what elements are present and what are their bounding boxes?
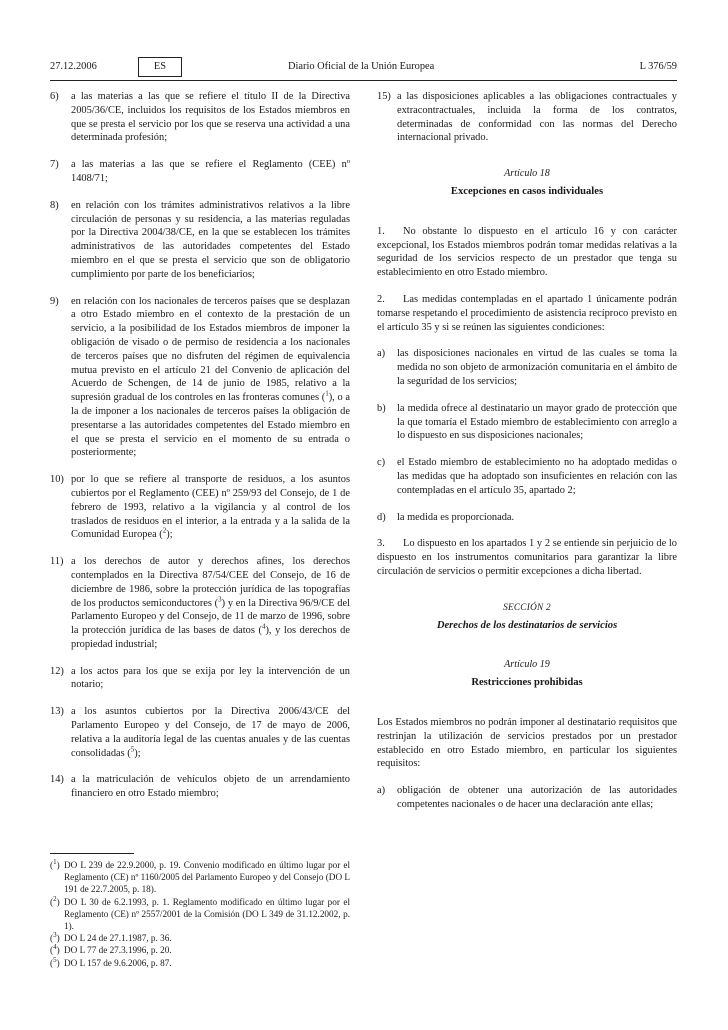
item-text: a las materias a las que se refiere el título II de la Directiva 2005/36/CE, incluidos los requisitos de los Estados miembros en que se presta el servicio por los que se reserva una actividad a una determinada profesión; <box>71 91 350 144</box>
paragraph <box>377 293 677 334</box>
footnote-ref: 3 <box>218 595 222 604</box>
item-number: 14) <box>50 774 64 786</box>
item-text: el Estado miembro de establecimiento no ha adoptado medidas o las medidas que ha adoptado son insuficientes en relación con las contempladas en el artículo 35, apartado 2; <box>397 457 677 496</box>
article-title: Restricciones prohibidas <box>471 677 583 689</box>
item-text: ), o a la de imponer a los nacionales de terceros países la obligación de presentarse a las autoridades competentes del Estado miembro en el que se presta el servicio en el momento de su entrada o posteriormente; <box>71 392 350 459</box>
item-number: b) <box>377 402 386 414</box>
section-title: Derechos de los destinatarios de servicios <box>436 619 618 631</box>
item-text: la medida es proporcionada. <box>397 511 515 523</box>
footnote-ref: 2 <box>162 526 167 535</box>
footnote-text: DO L 157 de 9.6.2006, p. 87. <box>64 957 172 968</box>
journal-title: Diario Oficial de la Unión Europea <box>288 61 435 72</box>
paragraph-number: 3. <box>377 538 385 550</box>
footnote-text: DO L 77 de 27.3.1996, p. 20. <box>64 945 172 956</box>
paragraph-text: Las medidas contempladas en el apartado 1 únicamente podrán tomarse respetando el procedimiento de asistencia recíproco previsto en el artículo 35 y si se reúnen las siguientes condiciones: <box>377 293 677 333</box>
item-number: 11) <box>50 556 64 568</box>
paragraph <box>377 716 677 771</box>
footnote-ref: 4 <box>261 622 266 631</box>
item-number: a) <box>377 785 386 797</box>
footnote <box>50 859 350 896</box>
item-text: a las disposiciones aplicables a las obligaciones contractuales y extracontractuales, incluida la forma de los contratos, determinadas de conformidad con las normas del Derecho internacional privado. <box>397 91 677 144</box>
footnote-ref: 5 <box>130 745 135 754</box>
footnote-number: ($^5$) <box>50 955 60 968</box>
header-rule <box>50 80 677 81</box>
paragraph-number: 2. <box>377 293 385 305</box>
item-text: en relación con los nacionales de terceros países que se desplazan a otro Estado miembro en el contexto de la prestación de un servicio, a la posibilidad de los Estados miembros de imponer la obligación de visado o de permiso de residencia a los nacionales de terceros países que no disfruten del régimen de equivalencia mutua previsto en el artículo 21 del Convenio de aplicación del Acuerdo de Schengen, de 14 de junio de 1985, relativo a la supresión gradual de los controles en las fronteras comunes ( <box>71 295 350 404</box>
condition-item <box>377 402 677 443</box>
footnote <box>50 932 350 944</box>
item-text: ) y en la Directiva 96/9/CE del Parlamento Europeo y del Consejo, de 11 de marzo de 1996, sobre la protección jurídica de las bases de datos ( <box>71 597 350 637</box>
section-label: SECCIÓN 2 <box>503 601 551 612</box>
language-code-box: ES <box>138 57 182 77</box>
item-number: 8) <box>50 199 59 211</box>
item-number: 6) <box>50 91 59 102</box>
item-text: ); <box>134 747 141 759</box>
paragraph-number: 1. <box>377 225 385 237</box>
footnote-number: ($^4$) <box>50 943 60 956</box>
item-number: d) <box>377 511 386 523</box>
list-item <box>50 665 350 693</box>
item-number: 10) <box>50 474 64 486</box>
paragraph-text: Lo dispuesto en los apartados 1 y 2 se entiende sin perjuicio de lo dispuesto en los instrumentos comunitarios para garantizar la libre circulación de servicios o permitir excepciones a dicha libertad. <box>377 538 677 577</box>
item-number: 13) <box>50 706 64 718</box>
condition-item <box>377 347 677 388</box>
right-column <box>377 90 677 825</box>
footnote-number: ($^1$) <box>50 857 60 870</box>
list-item <box>50 705 350 760</box>
list-item <box>50 90 350 145</box>
publication-date: 27.12.2006 <box>50 61 97 72</box>
item-number: 15) <box>377 91 391 102</box>
left-column <box>50 90 350 814</box>
paragraph-text: No obstante lo dispuesto en el artículo 16 y con carácter excepcional, los Estados miembros podrán tomar medidas relativas a la seguridad de los servicios respecto de un prestador que tenga su establecimiento en otro Estado miembro. <box>377 225 677 279</box>
item-text: a los asuntos cubiertos por la Directiva 2006/43/CE del Parlamento Europeo y del Consejo, de 17 de mayo de 2006, relativa a la auditoría legal de las cuentas anuales y de las cuentas consolidadas ( <box>71 706 350 759</box>
condition-item <box>377 456 677 497</box>
item-text: ), y los derechos de propiedad industrial; <box>71 625 350 650</box>
footnote-text: DO L 30 de 6.2.1993, p. 1. Reglamento modificado en último lugar por el Reglamento (CE) nº 2557/2001 de la Comisión (DO L 349 de 31.12.2002, p. 1). <box>64 896 350 932</box>
item-text: las disposiciones nacionales en virtud de las cuales se toma la medida no son objeto de armonización comunitaria en el ámbito de la seguridad de los servicios; <box>397 348 677 387</box>
page-reference: L 376/59 <box>639 61 677 72</box>
footnote-text: DO L 24 de 27.1.1987, p. 36. <box>64 933 172 944</box>
paragraph <box>377 537 677 578</box>
footnotes <box>50 853 350 969</box>
footnote-rule <box>50 853 134 854</box>
item-number: a) <box>377 348 386 360</box>
footnote-text: DO L 239 de 22.9.2000, p. 19. Convenio modificado en último lugar por el Reglamento (CE) nº 1160/2005 del Parlamento Europeo y del Consejo (DO L 191 de 22.7.2005, p. 18). <box>64 860 350 895</box>
article-title: Excepciones en casos individuales <box>450 185 604 197</box>
list-item <box>50 473 350 542</box>
item-number: 12) <box>50 665 64 677</box>
list-item <box>50 158 350 186</box>
page-header <box>50 57 677 81</box>
item-text: por lo que se refiere al transporte de residuos, a los asuntos cubiertos por el Reglamento (CEE) nº 259/93 del Consejo, de 1 de febrero de 1993, relativo a la vigilancia y al control de los traslados de residuos en el interior, a la entrada y a la salida de la Comunidad Europea ( <box>71 474 350 541</box>
paragraph <box>377 225 677 280</box>
list-item <box>50 773 350 801</box>
condition-item <box>377 511 677 525</box>
item-number: 7) <box>50 159 59 171</box>
article-label: Artículo 18 <box>504 168 550 180</box>
item-text: en relación con los trámites administrativos relativos a la libre circulación de personas y su residencia, a las materias reguladas por la Directiva 2004/38/CE, en la que se establecen los trámites administrativos de las autoridades competentes del Estado miembro en el que se presta el servicio que son de obligatorio cumplimiento por parte de los beneficiarios; <box>71 199 350 280</box>
item-number: c) <box>377 457 386 469</box>
item-text: a los derechos de autor y derechos afines, los derechos contemplados en la Directiva 87/54/CEE del Consejo, de 16 de diciembre de 1986, sobre la protección jurídica de las topografías de los productos semiconductores ( <box>71 556 350 609</box>
footnote-number: ($^3$) <box>50 931 60 944</box>
condition-item <box>377 784 677 812</box>
item-text: a la matriculación de vehículos objeto de un arrendamiento financiero en otro Estado miembro; <box>71 774 350 800</box>
list-item <box>50 555 350 652</box>
item-text: ); <box>166 529 173 541</box>
item-number: 9) <box>50 295 59 307</box>
footnote-number: ($^2$) <box>50 894 60 907</box>
list-item <box>50 295 350 461</box>
item-text: a las materias a las que se refiere el Reglamento (CEE) nº 1408/71; <box>71 159 350 184</box>
paragraph-text: Los Estados miembros no podrán imponer al destinatario requisitos que restrinjan la utilización de servicios prestados por un prestador establecido en otro Estado miembro, en particular los siguientes requisitos: <box>377 716 677 770</box>
item-text: a los actos para los que se exija por ley la intervención de un notario; <box>71 665 350 691</box>
item-text: obligación de obtener una autorización de las autoridades competentes nacionales o de hacer una declaración ante ellas; <box>397 785 677 810</box>
list-item <box>50 199 350 282</box>
footnote-ref: 1 <box>325 389 329 398</box>
list-item <box>377 90 677 145</box>
item-text: la medida ofrece al destinatario un mayor grado de protección que la que tomaría el Estado miembro de establecimiento con arreglo a lo dispuesto en sus disposiciones nacionales; <box>397 402 677 442</box>
footnote <box>50 896 350 933</box>
article-label: Artículo 19 <box>504 659 550 671</box>
footnote <box>50 957 350 969</box>
footnote <box>50 944 350 956</box>
